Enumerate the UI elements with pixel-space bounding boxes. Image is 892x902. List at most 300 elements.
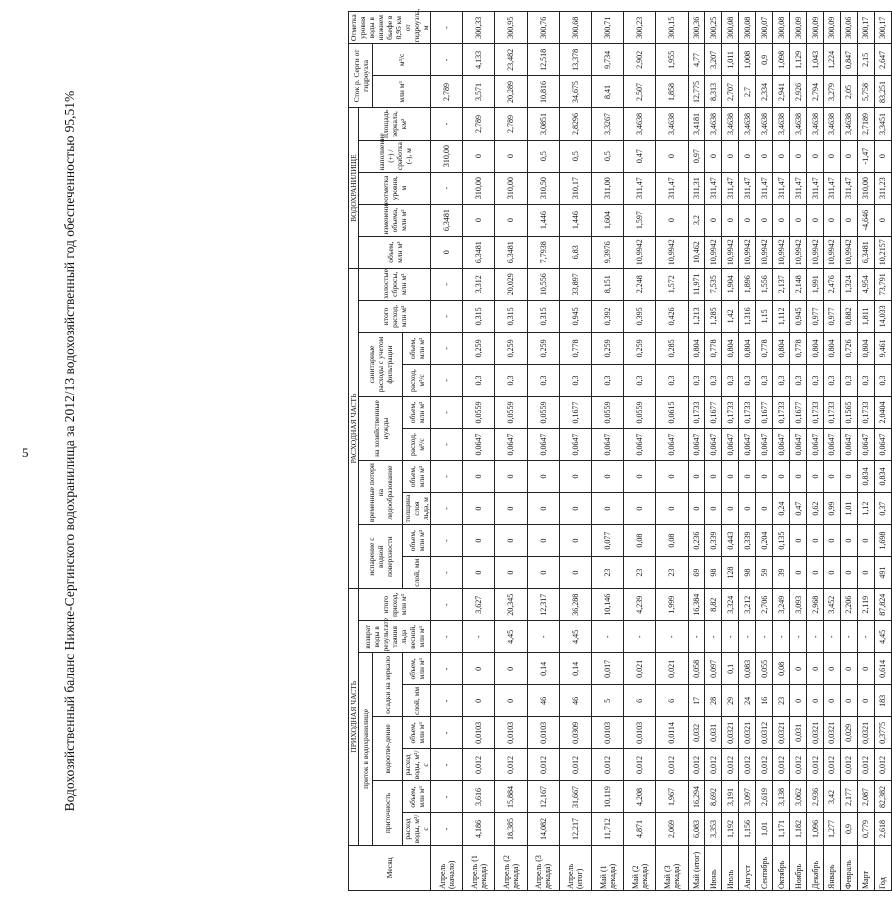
table-cell: 0,3 xyxy=(591,364,623,396)
table-cell: 0 xyxy=(790,525,807,557)
table-cell: 2,968 xyxy=(807,589,824,621)
table-cell: 0 xyxy=(739,461,756,493)
table-cell: 300,33 xyxy=(463,12,495,44)
table-cell: 0,012 xyxy=(756,749,773,781)
table-cell: - xyxy=(756,621,773,653)
table-cell: 0 xyxy=(756,204,773,236)
sanit-volume-header: объем, млн м³ xyxy=(403,332,431,364)
table-cell: 0,0321 xyxy=(739,717,756,749)
table-cell: 2,789 xyxy=(495,108,527,140)
table-cell: 1,698 xyxy=(874,525,891,557)
table-cell: 0,0647 xyxy=(857,429,874,461)
table-cell: 0,882 xyxy=(840,300,857,332)
table-cell: 311,47 xyxy=(722,172,739,204)
runoff-volume-header: млн м³ xyxy=(373,76,431,108)
table-cell: 4,239 xyxy=(624,589,656,621)
table-cell: 0 xyxy=(807,140,824,172)
table-cell: 0,0647 xyxy=(773,429,790,461)
table-cell: - xyxy=(705,621,722,653)
table-cell: 29 xyxy=(722,685,739,717)
table-cell: 311,47 xyxy=(705,172,722,204)
table-cell: 3,4638 xyxy=(756,108,773,140)
table-body xyxy=(431,12,892,891)
table-cell: 2,794 xyxy=(807,76,824,108)
precip-layer-header: слой, мм xyxy=(403,685,431,717)
table-cell: 0,08 xyxy=(656,525,688,557)
table-cell: 1,572 xyxy=(656,268,688,300)
table-cell: 3,4638 xyxy=(824,108,841,140)
table-cell: 0,1733 xyxy=(857,396,874,428)
table-cell: 0,97 xyxy=(688,140,705,172)
table-cell: 0 xyxy=(722,204,739,236)
table-cell: 310,00 xyxy=(431,140,463,172)
table-cell: 0,804 xyxy=(739,332,756,364)
table-cell: 20,345 xyxy=(495,589,527,621)
ice-thickness-header: толщина слоя льда, м xyxy=(403,493,431,525)
withdraw-volume-header: объем, млн м³ xyxy=(403,396,431,428)
table-cell: 10,9942 xyxy=(722,236,739,268)
table-cell: 0 xyxy=(705,140,722,172)
table-cell: 0,1733 xyxy=(824,396,841,428)
table-row xyxy=(807,12,824,891)
table-cell: 0,012 xyxy=(656,749,688,781)
table-row xyxy=(559,12,591,891)
table-cell: 0,804 xyxy=(722,332,739,364)
table-cell: 0,339 xyxy=(739,525,756,557)
table-cell: 1,098 xyxy=(773,44,790,76)
table-cell: 0 xyxy=(463,557,495,589)
ice-loss-header: временные потери на ледообразование xyxy=(359,461,403,525)
table-cell: 23 xyxy=(624,557,656,589)
table-cell: 0,778 xyxy=(705,332,722,364)
table-cell: 0,055 xyxy=(756,653,773,685)
table-cell: 3,062 xyxy=(790,781,807,813)
table-cell: 0,012 xyxy=(527,749,559,781)
table-cell: 0,778 xyxy=(559,332,591,364)
table-cell: 311,31 xyxy=(688,172,705,204)
table-cell: 0 xyxy=(756,493,773,525)
table-cell: 1,213 xyxy=(688,300,705,332)
table-cell: - xyxy=(790,621,807,653)
table-cell: 8,82 xyxy=(705,589,722,621)
table-cell: 2,789 xyxy=(431,76,463,108)
table-cell: 0 xyxy=(705,493,722,525)
table-cell: 0,0647 xyxy=(739,429,756,461)
table-cell: 2,15 xyxy=(857,44,874,76)
table-cell: 0,012 xyxy=(790,749,807,781)
table-cell: 10,9942 xyxy=(840,236,857,268)
table-cell: 1,999 xyxy=(656,589,688,621)
table-cell: 10,9942 xyxy=(824,236,841,268)
table-cell: 0,0647 xyxy=(495,429,527,461)
row-month: Февраль xyxy=(840,845,857,890)
table-cell: 0,726 xyxy=(840,332,857,364)
table-cell: 3,571 xyxy=(463,76,495,108)
table-cell: 311,47 xyxy=(624,172,656,204)
row-month: Август xyxy=(739,845,756,890)
table-cell: 1,15 xyxy=(756,300,773,332)
table-cell: 1,597 xyxy=(624,204,656,236)
ice-melt-header: возврат воды в результате таяния льда весной, млн м³ xyxy=(359,621,431,653)
table-cell: 2,137 xyxy=(773,268,790,300)
table-cell: 0,804 xyxy=(688,332,705,364)
table-cell: 0 xyxy=(463,525,495,557)
table-cell: 4,45 xyxy=(874,621,891,653)
table-cell: 2,789 xyxy=(463,108,495,140)
table-cell: 69 xyxy=(688,557,705,589)
table-cell: - xyxy=(527,621,559,653)
table-cell: 0 xyxy=(624,461,656,493)
table-cell: 10,9942 xyxy=(739,236,756,268)
table-cell: 1,129 xyxy=(790,44,807,76)
table-cell: 300,68 xyxy=(559,12,591,44)
table-cell: 0,259 xyxy=(463,332,495,364)
table-cell: 0,3 xyxy=(705,364,722,396)
table-cell: 0,778 xyxy=(756,332,773,364)
table-cell: 300,15 xyxy=(656,12,688,44)
row-month: Октябрь xyxy=(773,845,790,890)
table-cell: 0,012 xyxy=(773,749,790,781)
table-cell: 10,9942 xyxy=(790,236,807,268)
table-cell: 3,279 xyxy=(824,76,841,108)
table-cell: 300,06 xyxy=(840,12,857,44)
reservoir-header: ВОДОХРАНИЛИЩЕ xyxy=(349,108,359,268)
table-cell: 12,217 xyxy=(559,813,591,845)
table-cell: 0,0647 xyxy=(527,429,559,461)
lateral-flow-header: расход воды, м³/с xyxy=(403,814,430,844)
table-cell: - xyxy=(857,621,874,653)
table-cell: 0,032 xyxy=(688,717,705,749)
table-cell: 0 xyxy=(495,461,527,493)
table-cell: 12,518 xyxy=(527,44,559,76)
table-cell: 3,093 xyxy=(790,589,807,621)
table-cell: 0,012 xyxy=(591,749,623,781)
table-cell: 0,3 xyxy=(559,364,591,396)
table-cell: - xyxy=(431,429,463,461)
table-cell: 0,0615 xyxy=(656,396,688,428)
precipitation-header: осадки на зеркало xyxy=(373,653,403,717)
table-cell: 0 xyxy=(527,525,559,557)
table-cell: 0,37 xyxy=(874,493,891,525)
table-cell: 3,4638 xyxy=(790,108,807,140)
table-cell: 0 xyxy=(495,204,527,236)
table-cell: 0,0321 xyxy=(722,717,739,749)
table-cell: 16 xyxy=(756,685,773,717)
table-cell: 0,315 xyxy=(463,300,495,332)
table-row xyxy=(790,12,807,891)
table-cell: 1,096 xyxy=(807,813,824,845)
table-cell: 0,14 xyxy=(527,653,559,685)
table-row xyxy=(495,12,527,891)
table-cell: 0 xyxy=(688,493,705,525)
discharge-flow-header: расход воды, м³/с xyxy=(403,750,430,780)
table-cell: 87,824 xyxy=(874,589,891,621)
table-cell: 0 xyxy=(840,204,857,236)
table-cell: 10,119 xyxy=(591,781,623,813)
table-cell: 0,3 xyxy=(857,364,874,396)
table-cell: 0,3 xyxy=(688,364,705,396)
table-cell: 0,0647 xyxy=(463,429,495,461)
evaporation-header: испарение с водной поверхности xyxy=(359,525,403,589)
table-cell: 311,23 xyxy=(874,172,891,204)
table-cell: 0,3 xyxy=(790,364,807,396)
table-cell: 0,1733 xyxy=(773,396,790,428)
table-cell: 0,0647 xyxy=(688,429,705,461)
table-row xyxy=(756,12,773,891)
table-row xyxy=(857,12,874,891)
table-cell: 16,384 xyxy=(688,589,705,621)
table-cell: 0,0559 xyxy=(495,396,527,428)
table-cell: 0,3 xyxy=(739,364,756,396)
runoff-flow-header: м³/с xyxy=(373,44,431,76)
table-row xyxy=(591,12,623,891)
table-cell: 0 xyxy=(857,525,874,557)
table-cell: 0,0321 xyxy=(773,717,790,749)
row-month: Май (3 декада) xyxy=(656,845,688,890)
table-cell: 0 xyxy=(591,461,623,493)
table-cell: 4,133 xyxy=(463,44,495,76)
table-cell: 0 xyxy=(840,557,857,589)
table-cell: 0,0647 xyxy=(624,429,656,461)
table-row xyxy=(656,12,688,891)
table-cell: 2,0404 xyxy=(874,396,891,428)
sanit-flow-header: расход, м³/с xyxy=(403,364,431,396)
table-cell: 3,4638 xyxy=(773,108,790,140)
table-cell: 1,967 xyxy=(656,781,688,813)
table-cell: 0,0321 xyxy=(807,717,824,749)
table-cell: 0,0103 xyxy=(624,717,656,749)
table-cell: 0,339 xyxy=(705,525,722,557)
table-cell: 0,012 xyxy=(739,749,756,781)
table-cell: 0,285 xyxy=(656,332,688,364)
table-cell: 0 xyxy=(857,685,874,717)
table-cell: - xyxy=(463,621,495,653)
table-cell: 0 xyxy=(840,653,857,685)
table-cell: 0,3 xyxy=(495,364,527,396)
table-cell: 1,955 xyxy=(656,44,688,76)
row-month: Апрель (2 декада) xyxy=(495,845,527,890)
table-cell: - xyxy=(431,653,463,685)
table-cell: 0 xyxy=(857,653,874,685)
table-cell: 2,206 xyxy=(840,589,857,621)
table-cell: 0,0647 xyxy=(591,429,623,461)
table-cell: - xyxy=(656,621,688,653)
table-cell: 10,9942 xyxy=(773,236,790,268)
table-cell: 0,0103 xyxy=(591,717,623,749)
table-cell: 1,446 xyxy=(527,204,559,236)
table-cell: 0 xyxy=(559,461,591,493)
table-cell: 0,804 xyxy=(807,332,824,364)
table-cell: 0,259 xyxy=(591,332,623,364)
table-cell: 0 xyxy=(824,557,841,589)
table-cell: - xyxy=(431,300,463,332)
table-cell: 300,09 xyxy=(790,12,807,44)
table-cell: 0 xyxy=(495,140,527,172)
table-cell: 0 xyxy=(874,204,891,236)
table-cell: 0 xyxy=(807,685,824,717)
table-cell: - xyxy=(431,268,463,300)
table-cell: - xyxy=(431,781,463,813)
table-cell: 0 xyxy=(705,461,722,493)
table-cell: 0 xyxy=(656,461,688,493)
table-cell: 3,4638 xyxy=(624,108,656,140)
table-cell: 36,288 xyxy=(559,589,591,621)
table-cell: 3,212 xyxy=(739,589,756,621)
table-cell: 23 xyxy=(656,557,688,589)
table-cell: 0,62 xyxy=(807,493,824,525)
table-cell: 311,47 xyxy=(790,172,807,204)
table-cell: - xyxy=(739,621,756,653)
table-cell: 1,904 xyxy=(722,268,739,300)
table-cell: 1,01 xyxy=(756,813,773,845)
table-cell: 0,204 xyxy=(756,525,773,557)
table-cell: 0 xyxy=(790,140,807,172)
table-cell: 4,45 xyxy=(495,621,527,653)
table-cell: 300,71 xyxy=(591,12,623,44)
table-cell: 10,9942 xyxy=(705,236,722,268)
table-cell: 0,0647 xyxy=(790,429,807,461)
table-cell: 2,619 xyxy=(756,781,773,813)
table-cell: 0,977 xyxy=(824,300,841,332)
table-cell: 0,1733 xyxy=(722,396,739,428)
table-cell: 1,224 xyxy=(824,44,841,76)
table-cell: 0 xyxy=(824,204,841,236)
table-row xyxy=(463,12,495,891)
table-cell: 0 xyxy=(790,204,807,236)
table-cell: 0,5 xyxy=(527,140,559,172)
table-cell: 300,09 xyxy=(807,12,824,44)
table-cell: 0,5 xyxy=(559,140,591,172)
table-cell: 300,95 xyxy=(495,12,527,44)
expense-header: РАСХОДНАЯ ЧАСТЬ xyxy=(349,268,359,588)
lateral-volume-header: объем, млн м³ xyxy=(403,781,431,813)
table-cell: 33,897 xyxy=(559,268,591,300)
table-cell: 0 xyxy=(722,140,739,172)
table-cell: 24 xyxy=(739,685,756,717)
table-cell: 310,50 xyxy=(527,172,559,204)
table-cell: 310,00 xyxy=(495,172,527,204)
table-cell: 0 xyxy=(722,493,739,525)
table-cell: 2,177 xyxy=(840,781,857,813)
table-cell: 5,758 xyxy=(857,76,874,108)
table-cell: 300,25 xyxy=(705,12,722,44)
table-cell: 10,146 xyxy=(591,589,623,621)
table-cell: 0 xyxy=(773,461,790,493)
table-cell: 0,804 xyxy=(857,332,874,364)
table-cell: 46 xyxy=(527,685,559,717)
table-cell: 3,207 xyxy=(705,44,722,76)
table-cell: 300,17 xyxy=(857,12,874,44)
table-cell: 0,3775 xyxy=(874,717,891,749)
table-cell: 6,3481 xyxy=(495,236,527,268)
row-month: Сентябрь xyxy=(756,845,773,890)
row-month: Апрель (1 декада) xyxy=(463,845,495,890)
table-cell: 0 xyxy=(463,140,495,172)
table-cell: - xyxy=(431,589,463,621)
table-cell: 0 xyxy=(463,685,495,717)
evap-layer-header: слой, мм xyxy=(403,557,431,589)
table-cell: 13,378 xyxy=(559,44,591,76)
level-change-header: наполнение (+) / сработка (-), м xyxy=(359,140,431,172)
table-cell: - xyxy=(431,525,463,557)
table-cell: 0 xyxy=(756,461,773,493)
table-cell: 39 xyxy=(773,557,790,589)
table-cell: 8,692 xyxy=(705,781,722,813)
table-cell: 0,097 xyxy=(705,653,722,685)
table-cell: 0 xyxy=(559,557,591,589)
table-cell: 2,941 xyxy=(773,76,790,108)
table-cell: 0,3 xyxy=(527,364,559,396)
table-cell: 0 xyxy=(463,461,495,493)
table-cell: - xyxy=(824,621,841,653)
table-cell: 0,012 xyxy=(857,749,874,781)
row-month: Июль xyxy=(722,845,739,890)
table-cell: -1,47 xyxy=(857,140,874,172)
table-cell: 6 xyxy=(624,685,656,717)
table-cell: 2,618 xyxy=(874,813,891,845)
table-cell: 1,12 xyxy=(857,493,874,525)
table-cell: 0,236 xyxy=(688,525,705,557)
table-cell: 3,4181 xyxy=(688,108,705,140)
table-cell: 311,47 xyxy=(807,172,824,204)
sanitary-header: санитарные расходы с учетом фильтрации xyxy=(359,332,403,396)
table-cell: 82,382 xyxy=(874,781,891,813)
table-cell: - xyxy=(431,12,463,44)
table-cell: 3,097 xyxy=(739,781,756,813)
table-cell: 10,9942 xyxy=(656,236,688,268)
table-cell: - xyxy=(807,621,824,653)
table-cell: - xyxy=(722,621,739,653)
table-cell: 0,1677 xyxy=(559,396,591,428)
table-cell: 0,392 xyxy=(591,300,623,332)
table-cell: 0,47 xyxy=(624,140,656,172)
table-cell: 73,791 xyxy=(874,268,891,300)
table-cell: 0,3 xyxy=(840,364,857,396)
table-cell: 0 xyxy=(824,685,841,717)
table-cell: 0,1733 xyxy=(688,396,705,428)
table-cell: 0 xyxy=(495,653,527,685)
table-cell: 0,804 xyxy=(824,332,841,364)
table-cell: 1,182 xyxy=(790,813,807,845)
table-cell: 491 xyxy=(874,557,891,589)
table-cell: 0,077 xyxy=(591,525,623,557)
table-cell: 0,1677 xyxy=(756,396,773,428)
table-cell: 14,082 xyxy=(527,813,559,845)
table-cell: 2,334 xyxy=(756,76,773,108)
table-cell: 0,259 xyxy=(624,332,656,364)
table-cell: 23 xyxy=(591,557,623,589)
table-cell: 0 xyxy=(688,461,705,493)
page-number: 5 xyxy=(22,445,29,460)
table-cell: 310,00 xyxy=(463,172,495,204)
table-cell: 1,446 xyxy=(559,204,591,236)
table-row xyxy=(431,12,463,891)
table-cell: 3,4638 xyxy=(840,108,857,140)
table-cell: 0,99 xyxy=(824,493,841,525)
table-cell: 0,259 xyxy=(527,332,559,364)
table-cell: 0,012 xyxy=(559,749,591,781)
row-month: Май (2 декада) xyxy=(624,845,656,890)
table-cell: 0,24 xyxy=(773,493,790,525)
table-cell: 0,1677 xyxy=(790,396,807,428)
table-cell: 310,00 xyxy=(857,172,874,204)
table-cell: 0 xyxy=(739,204,756,236)
table-cell: 0,012 xyxy=(722,749,739,781)
table-cell: 300,17 xyxy=(874,12,891,44)
table-row xyxy=(840,12,857,891)
table-cell: 0 xyxy=(807,525,824,557)
table-cell: 300,08 xyxy=(722,12,739,44)
